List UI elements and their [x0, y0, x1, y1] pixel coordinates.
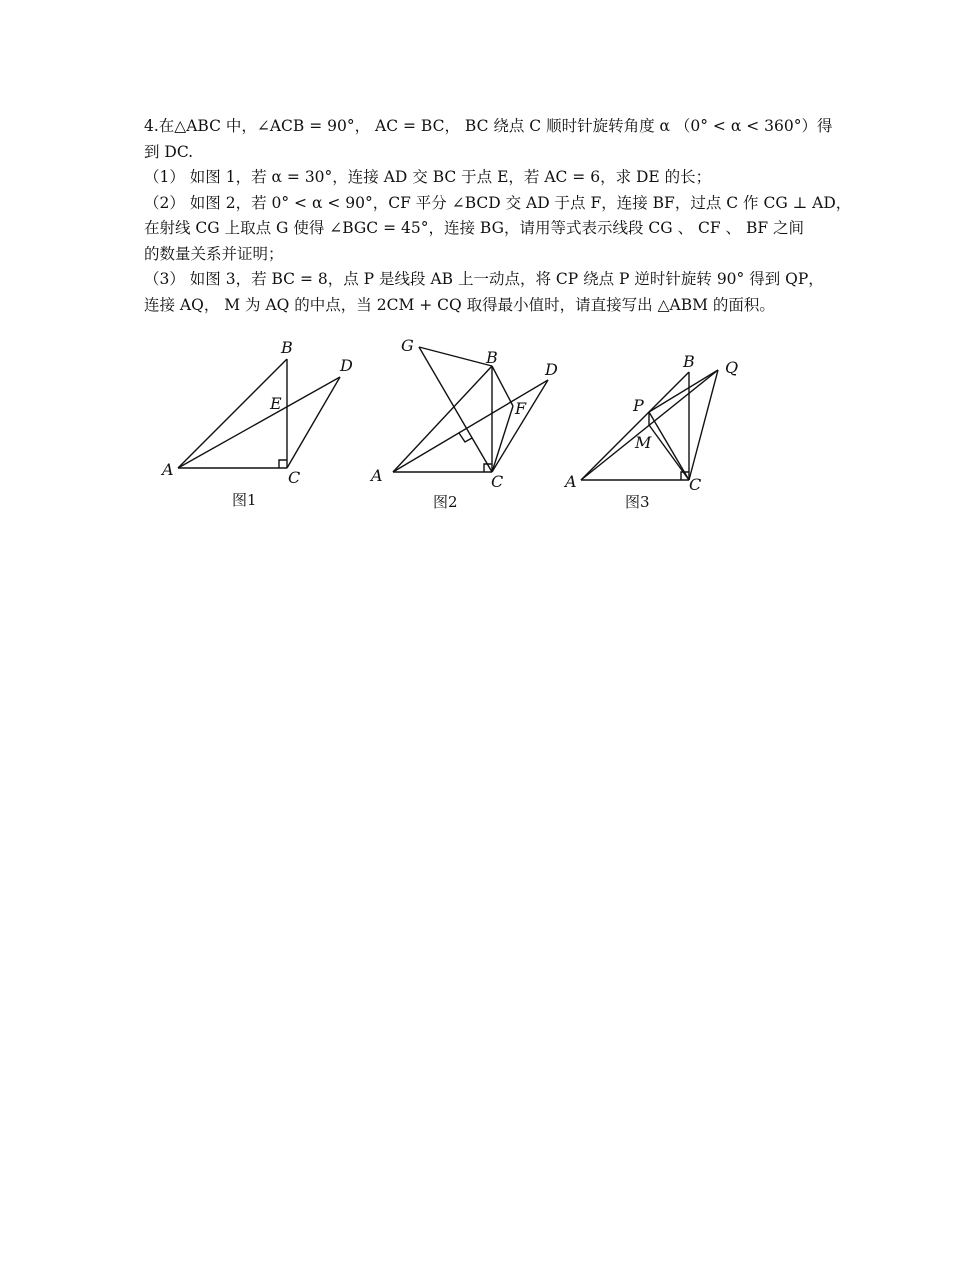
right-angle-mark: [279, 460, 287, 468]
problem-line-5: 在射线 CG 上取点 G 使得 ∠BGC = 45°，连接 BG，请用等式表示线段 CG 、 CF 、 BF 之间: [144, 219, 805, 237]
segment-cf: [492, 406, 513, 472]
label-b: B: [486, 348, 498, 367]
problem-line-3: （1） 如图 1，若 α = 30°，连接 AD 交 BC 于点 E，若 AC = 6，求 DE 的长；: [144, 168, 712, 186]
problem-line-6: 的数量关系并证明；: [144, 244, 284, 263]
label-c: C: [689, 475, 702, 494]
segment-cq: [689, 370, 718, 480]
segment-cp: [649, 412, 689, 480]
segment-ad: [393, 380, 548, 472]
segment-cd: [287, 377, 340, 468]
problem-line-8: 连接 AQ， M 为 AQ 的中点，当 2CM + CQ 取得最小值时，请直接写出 △ABM 的面积。: [144, 295, 775, 314]
segment-ab: [581, 372, 689, 480]
label-d: D: [545, 360, 558, 379]
problem-line-2: 到 DC.: [144, 142, 194, 161]
problem-line-4: （2） 如图 2，若 0° < α < 90°，CF 平分 ∠BCD 交 AD 于点 F，连接 BF，过点 C 作 CG ⊥ AD，: [144, 193, 852, 212]
figure-1-caption: 图1: [232, 491, 257, 509]
label-c: C: [491, 472, 504, 491]
label-f: F: [515, 399, 527, 418]
label-b: B: [281, 338, 293, 357]
figure-2: [365, 335, 585, 525]
problem-text: [144, 114, 852, 318]
label-b: B: [683, 352, 695, 371]
label-q: Q: [725, 358, 739, 377]
figures-row: [150, 335, 810, 525]
segment-cg: [419, 347, 492, 472]
label-a: A: [565, 472, 577, 491]
segment-ab: [393, 366, 492, 472]
segment-bg: [419, 347, 492, 366]
segment-pq: [649, 370, 718, 412]
segment-cd: [492, 380, 548, 472]
label-p: P: [633, 396, 644, 415]
figure-2-caption: 图2: [433, 493, 458, 511]
figure-3: [565, 335, 785, 525]
label-m: M: [635, 433, 652, 452]
figure-3-caption: 图3: [625, 493, 650, 511]
label-d: D: [340, 356, 353, 375]
figure-1: [150, 335, 370, 525]
segment-ad: [178, 377, 340, 468]
label-a: A: [371, 466, 383, 485]
label-c: C: [288, 468, 301, 487]
label-g: G: [401, 336, 414, 355]
segment-ab: [178, 359, 287, 468]
label-a: A: [162, 460, 174, 479]
problem-line-1: 4.在△ABC 中，∠ACB = 90°， AC = BC， BC 绕点 C 顺时针旋转角度 α （0° < α < 360°）得: [144, 117, 833, 135]
label-e: E: [270, 394, 282, 413]
segment-bf: [492, 366, 513, 406]
problem-line-7: （3） 如图 3，若 BC = 8，点 P 是线段 AB 上一动点，将 CP 绕点 P 逆时针旋转 90° 得到 QP，: [144, 270, 824, 288]
